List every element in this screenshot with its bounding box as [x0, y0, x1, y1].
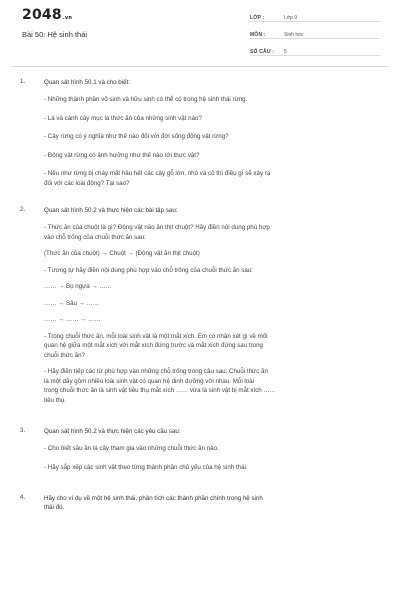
question-line: - Những thành phần vô sinh và hữu sinh có thể có trong hệ sinh thái rừng.: [44, 96, 248, 103]
question-line: đối với các loài động? Tại sao?: [44, 179, 130, 187]
question-number: 2.: [20, 206, 26, 213]
food-chain-blank: …… → …… → ……: [44, 316, 101, 323]
question-line: - Hãy điền tiếp các từ phù hợp vào những chỗ trống trong câu sau: Chuỗi thức ăn: [44, 368, 268, 375]
question-2: [16, 206, 388, 405]
meta-row-class: [250, 10, 380, 22]
meta-value: Lớp 9: [284, 15, 298, 21]
question-line: - Cây rừng có ý nghĩa như thế nào đối với đời sống động vật rừng?: [44, 133, 229, 140]
question-body: [44, 206, 388, 405]
question-body: [44, 427, 388, 472]
meta-key: LỚP :: [250, 15, 265, 21]
food-chain-blank: …… → Sâu → ……: [44, 299, 100, 307]
question-line: - Trong chuỗi thức ăn, mỗi loài sinh vật là một mắt xích. Em có nhận xét gì về mối: [44, 332, 268, 340]
question-line: tiêu thụ.: [44, 396, 67, 404]
site-logo[interactable]: [22, 7, 72, 23]
question-number: 1.: [20, 78, 26, 85]
meta-row-subject: [250, 27, 380, 39]
logo-suffix: .vn: [62, 15, 73, 21]
question-line: chuỗi thức ăn?: [44, 351, 85, 359]
question-heading: Quan sát hình 50.2 và thực hiện các yêu cầu sau:: [44, 428, 181, 435]
question-line: vào chỗ trống của chuỗi thức ăn sau:: [44, 233, 146, 241]
question-number: 3.: [20, 427, 26, 434]
meta-key: MÔN :: [250, 32, 266, 38]
meta-row-count: [250, 44, 380, 56]
meta-key: SỐ CÂU :: [250, 49, 275, 55]
question-line: - Hãy sắp xếp các sinh vật theo từng thành phần chủ yếu của hệ sinh thái.: [44, 463, 248, 471]
question-line: quan hệ giữa một mắt xích với mắt xích đứng trước và mắt xích đứng sau trong: [44, 342, 263, 349]
question-heading: Hãy cho ví dụ về một hệ sinh thái, phân tích các thành phần chính trong hệ sinh: [44, 495, 263, 502]
meta-value: 5: [284, 49, 287, 55]
lesson-title: Bài 50: Hệ sinh thái: [22, 30, 88, 39]
question-number: 4.: [20, 494, 26, 501]
logo-text: 2048: [22, 7, 62, 23]
question-line: - Động vật rừng có ảnh hưởng như thế nào tới thực vật?: [44, 151, 200, 159]
food-chain-blank: …… → Bọ ngựa → ……: [44, 283, 112, 290]
question-line: là một dãy gồm nhiều loài sinh vật có quan hệ dinh dưỡng với nhau. Mỗi loài: [44, 377, 255, 385]
question-line: trong chuỗi thức ăn là sinh vật tiêu thụ mắt xích …… vừa là sinh vật bị mắt xích ……: [44, 387, 276, 394]
header-divider: [12, 66, 388, 67]
question-body: [44, 78, 388, 188]
question-line: - Thức ăn của chuột là gì? Động vật nào ăn thịt chuột? Hãy điền nội dung phù hợp: [44, 224, 270, 231]
question-line: - Nếu như rừng bị cháy mất hầu hết các cây gỗ lớn, nhỏ và cỏ thì điều gì sẽ xảy ra: [44, 170, 271, 177]
meta-table: [250, 10, 380, 61]
meta-value: Sinh học: [284, 32, 304, 38]
question-3: [16, 427, 388, 472]
question-heading: Quan sát hình 50.1 và cho biết:: [44, 79, 130, 86]
question-line: - Tương tự hãy điền nội dung phù hợp vào chỗ trống của chuỗi thức ăn sau:: [44, 266, 253, 274]
question-4: [16, 494, 388, 512]
question-heading-cont: thái đó.: [44, 504, 65, 511]
question-body: [44, 494, 388, 512]
questions-list: [16, 78, 388, 512]
page-header: [0, 0, 400, 62]
question-line: - Cho biết sâu ăn lá cây tham gia vào những chuỗi thức ăn nào.: [44, 445, 219, 452]
question-line: - Lá và cành cây mục là thức ăn của những sinh vật nào?: [44, 114, 202, 122]
question-heading: Quan sát hình 50.2 và thực hiện các bài tập sau:: [44, 207, 178, 214]
food-chain-line: (Thức ăn của chuột) → Chuột → (Động vật ăn thịt chuột): [44, 250, 200, 257]
question-1: [16, 78, 388, 188]
